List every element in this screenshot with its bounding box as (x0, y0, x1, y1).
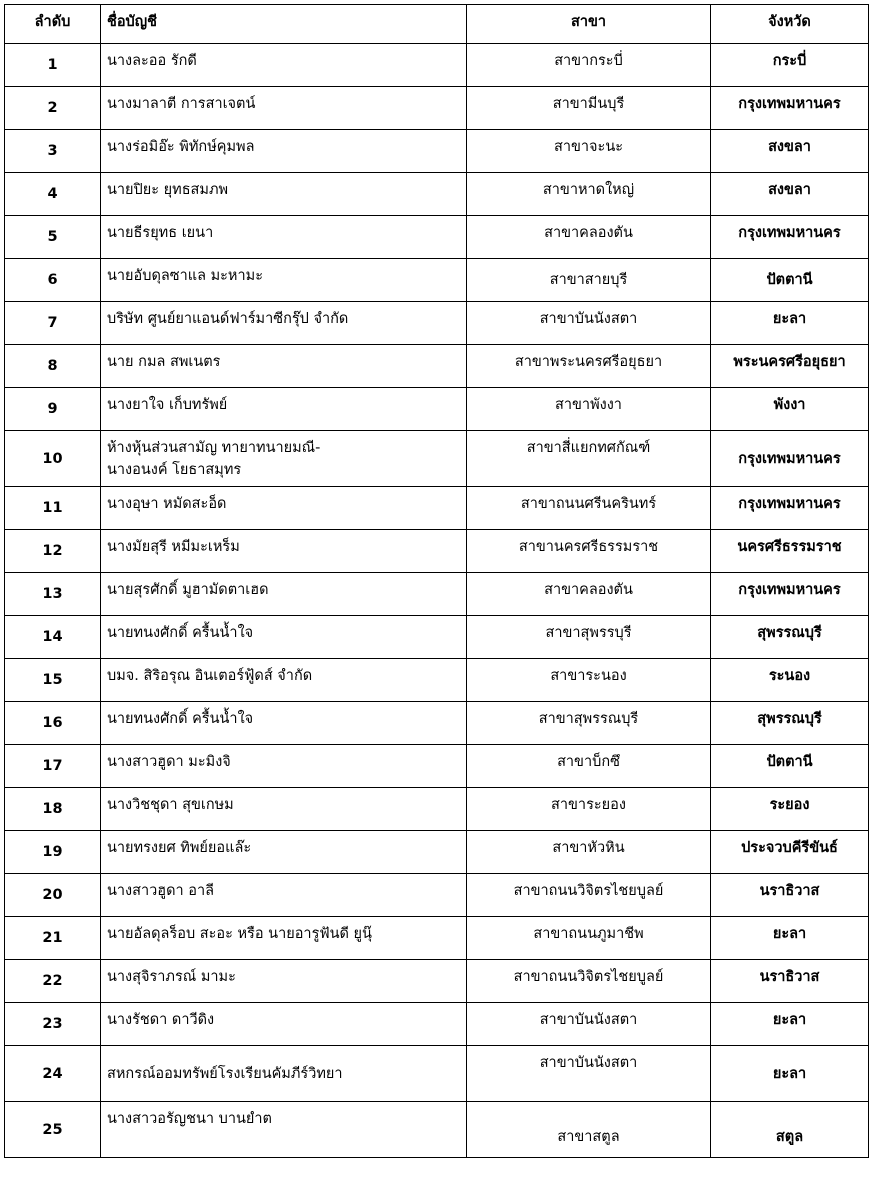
cell-num: 24 (5, 1046, 101, 1102)
table-row (5, 831, 869, 874)
table-row (5, 659, 869, 702)
cell-province: สุพรรณบุรี (711, 616, 869, 659)
cell-branch: สาขาพังงา (467, 388, 711, 431)
cell-branch: สาขาระนอง (467, 659, 711, 702)
cell-branch: สาขามีนบุรี (467, 87, 711, 130)
cell-branch: สาขาหัวหิน (467, 831, 711, 874)
cell-province: สตูล (711, 1102, 869, 1158)
cell-branch: สาขาถนนวิจิตรไชยบูลย์ (467, 960, 711, 1003)
table-row (5, 874, 869, 917)
table-row (5, 616, 869, 659)
table-row (5, 130, 869, 173)
cell-account-name: นายทนงศักดิ์ ครื้นน้ำใจ (101, 616, 467, 659)
cell-num: 17 (5, 745, 101, 788)
cell-branch: สาขาสี่แยกทศกัณฑ์ (467, 431, 711, 487)
cell-branch: สาขาสุพรรณบุรี (467, 702, 711, 745)
cell-province: ยะลา (711, 1003, 869, 1046)
cell-province: ระยอง (711, 788, 869, 831)
cell-province: พระนครศรีอยุธยา (711, 345, 869, 388)
cell-num: 15 (5, 659, 101, 702)
header-account-name: ชื่อบัญชี (101, 5, 467, 44)
table-body (5, 44, 869, 1158)
cell-num: 20 (5, 874, 101, 917)
table-row (5, 44, 869, 87)
cell-num: 19 (5, 831, 101, 874)
cell-province: สงขลา (711, 173, 869, 216)
table-row (5, 960, 869, 1003)
cell-num: 3 (5, 130, 101, 173)
cell-num: 13 (5, 573, 101, 616)
cell-account-name: นางรัชดา ดาวีดิง (101, 1003, 467, 1046)
cell-branch: สาขาสุพรรบุรี (467, 616, 711, 659)
cell-branch: สาขาถนนภูมาชีพ (467, 917, 711, 960)
cell-num: 7 (5, 302, 101, 345)
table-row (5, 302, 869, 345)
cell-num: 11 (5, 487, 101, 530)
table-row (5, 388, 869, 431)
table-row (5, 917, 869, 960)
cell-num: 25 (5, 1102, 101, 1158)
account-name-line-2: นางอนงค์ โยธาสมุทร (107, 462, 242, 478)
cell-num: 1 (5, 44, 101, 87)
cell-branch: สาขาบ็กซึ (467, 745, 711, 788)
cell-province: กรุงเทพมหานคร (711, 487, 869, 530)
cell-province: ปัตตานี (711, 259, 869, 302)
cell-province: ยะลา (711, 302, 869, 345)
cell-branch: สาขาบันนังสตา (467, 302, 711, 345)
table-row (5, 1003, 869, 1046)
cell-num: 2 (5, 87, 101, 130)
cell-num: 18 (5, 788, 101, 831)
cell-num: 6 (5, 259, 101, 302)
cell-province: กระบี่ (711, 44, 869, 87)
cell-province: กรุงเทพมหานคร (711, 216, 869, 259)
cell-branch: สาขาบันนังสตา (467, 1046, 711, 1102)
header-branch: สาขา (467, 5, 711, 44)
cell-num: 4 (5, 173, 101, 216)
cell-account-name: บริษัท ศูนย์ยาแอนด์ฟาร์มาซีกรุ๊ป จำกัด (101, 302, 467, 345)
cell-province: นราธิวาส (711, 874, 869, 917)
cell-account-name: นางสุจิราภรณ์ มามะ (101, 960, 467, 1003)
cell-branch: สาขาคลองตัน (467, 216, 711, 259)
cell-num: 9 (5, 388, 101, 431)
cell-province: กรุงเทพมหานคร (711, 573, 869, 616)
account-name-line-1: ห้างหุ้นส่วนสามัญ ทายาทนายมณี- (107, 440, 321, 456)
cell-province: สงขลา (711, 130, 869, 173)
cell-branch: สาขาจะนะ (467, 130, 711, 173)
cell-account-name: นายทรงยศ ทิพย์ยอแล๊ะ (101, 831, 467, 874)
cell-province: นครศรีธรรมราช (711, 530, 869, 573)
cell-num: 16 (5, 702, 101, 745)
cell-branch: สาขากระบี่ (467, 44, 711, 87)
accounts-table (4, 4, 869, 1158)
table-row (5, 530, 869, 573)
table-row (5, 259, 869, 302)
cell-account-name: นางสาวอรัญชนา บานยำต (101, 1102, 467, 1158)
table-row (5, 487, 869, 530)
cell-branch: สาขาสตูล (467, 1102, 711, 1158)
cell-num: 10 (5, 431, 101, 487)
cell-num: 22 (5, 960, 101, 1003)
cell-num: 12 (5, 530, 101, 573)
table-row (5, 173, 869, 216)
cell-account-name: นายทนงศักดิ์ ครื้นน้ำใจ (101, 702, 467, 745)
table-row (5, 216, 869, 259)
table-row (5, 1102, 869, 1158)
table-row (5, 345, 869, 388)
cell-account-name: นางมัยสุรี หมีมะเหร็ม (101, 530, 467, 573)
cell-account-name: นายธีรยุทธ เยนา (101, 216, 467, 259)
cell-account-name: สหกรณ์ออมทรัพย์โรงเรียนคัมภีร์วิทยา (101, 1046, 467, 1102)
table-row (5, 87, 869, 130)
table-row (5, 1046, 869, 1102)
cell-account-name: นายอับดุลซาแล มะหามะ (101, 259, 467, 302)
cell-branch: สาขานครศรีธรรมราช (467, 530, 711, 573)
cell-province: ระนอง (711, 659, 869, 702)
cell-account-name: บมจ. สิริอรุณ อินเตอร์ฟู้ดส์ จำกัด (101, 659, 467, 702)
cell-province: สุพรรณบุรี (711, 702, 869, 745)
table-row (5, 431, 869, 487)
header-row (5, 5, 869, 44)
table-row (5, 788, 869, 831)
cell-account-name: นางร่อมิอ๊ะ พิทักษ์คุมพล (101, 130, 467, 173)
cell-account-name: นาย กมล สพเนตร (101, 345, 467, 388)
cell-branch: สาขาถนนวิจิตรไชยบูลย์ (467, 874, 711, 917)
cell-branch: สาขาระยอง (467, 788, 711, 831)
cell-branch: สาขาบันนังสตา (467, 1003, 711, 1046)
cell-account-name: นางยาใจ เก็บทรัพย์ (101, 388, 467, 431)
header-province: จังหวัด (711, 5, 869, 44)
cell-account-name (101, 431, 467, 487)
cell-province: พังงา (711, 388, 869, 431)
cell-account-name: นายสุรศักดิ์ มูฮามัดตาเฮด (101, 573, 467, 616)
cell-num: 5 (5, 216, 101, 259)
cell-province: ปัตตานี (711, 745, 869, 788)
cell-account-name: นางสาวฮูดา อาลี (101, 874, 467, 917)
cell-province: ประจวบคีรีขันธ์ (711, 831, 869, 874)
table-row (5, 745, 869, 788)
cell-account-name: นายปิยะ ยุทธสมภพ (101, 173, 467, 216)
cell-account-name: นางละออ รักดี (101, 44, 467, 87)
cell-province: ยะลา (711, 917, 869, 960)
cell-branch: สาขาพระนครศรีอยุธยา (467, 345, 711, 388)
cell-account-name: นางอุษา หมัดสะอ็ด (101, 487, 467, 530)
cell-branch: สาขาคลองตัน (467, 573, 711, 616)
cell-account-name: นายอัลดุลร็อบ สะอะ หรือ นายอารูฟันดี ยูนุ๊ (101, 917, 467, 960)
header-num: ลำดับ (5, 5, 101, 44)
cell-branch: สาขาถนนศรีนครินทร์ (467, 487, 711, 530)
cell-province: กรุงเทพมหานคร (711, 87, 869, 130)
cell-num: 21 (5, 917, 101, 960)
table-header (5, 5, 869, 44)
cell-num: 23 (5, 1003, 101, 1046)
table-row (5, 573, 869, 616)
cell-province: กรุงเทพมหานคร (711, 431, 869, 487)
table-row (5, 702, 869, 745)
cell-province: ยะลา (711, 1046, 869, 1102)
cell-num: 14 (5, 616, 101, 659)
cell-account-name: นางมาลาตี การสาเจตน์ (101, 87, 467, 130)
cell-num: 8 (5, 345, 101, 388)
cell-account-name: นางวิชชุดา สุขเกษม (101, 788, 467, 831)
cell-branch: สาขาสายบุรี (467, 259, 711, 302)
cell-province: นราธิวาส (711, 960, 869, 1003)
cell-branch: สาขาหาดใหญ่ (467, 173, 711, 216)
cell-account-name: นางสาวฮูดา มะมิงจิ (101, 745, 467, 788)
